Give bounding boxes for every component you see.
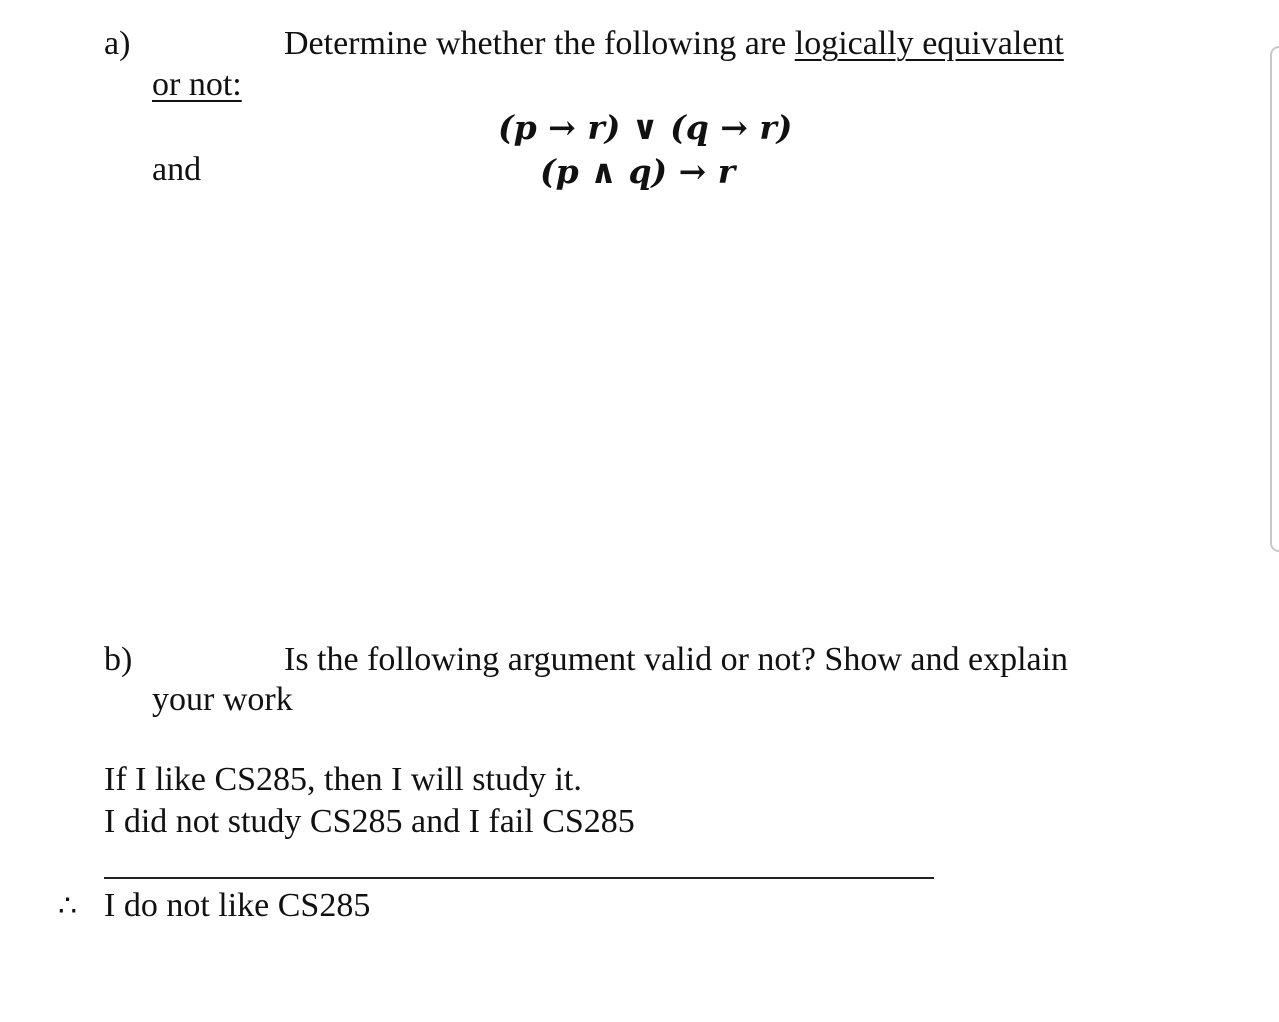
part-b-prompt-line-1: Is the following argument valid or not? Show and explain — [284, 641, 1069, 678]
argument-divider — [104, 877, 934, 879]
part-b-label: b) — [104, 641, 133, 678]
part-a-label: a) — [104, 25, 131, 62]
conjunction-and: and — [152, 151, 202, 188]
premise-1: If I like CS285, then I will study it. — [104, 761, 582, 798]
part-a-prompt-suffix: or not: — [152, 66, 242, 103]
part-a-prompt-prefix: Determine whether the following are — [284, 25, 795, 62]
part-b-prompt-line-2: your work — [152, 681, 293, 718]
expression-1: (p → r) ∨ (q → r) — [498, 108, 793, 147]
scrollbar-edge[interactable] — [1270, 46, 1279, 552]
therefore-icon: ∴ — [58, 890, 78, 923]
expression-2: (p ∧ q) → r — [540, 152, 736, 191]
conclusion: I do not like CS285 — [104, 887, 371, 924]
premise-2: I did not study CS285 and I fail CS285 — [104, 803, 635, 840]
part-a-prompt-underlined: logically equivalent — [794, 25, 1064, 62]
part-a-prompt — [284, 24, 1064, 64]
